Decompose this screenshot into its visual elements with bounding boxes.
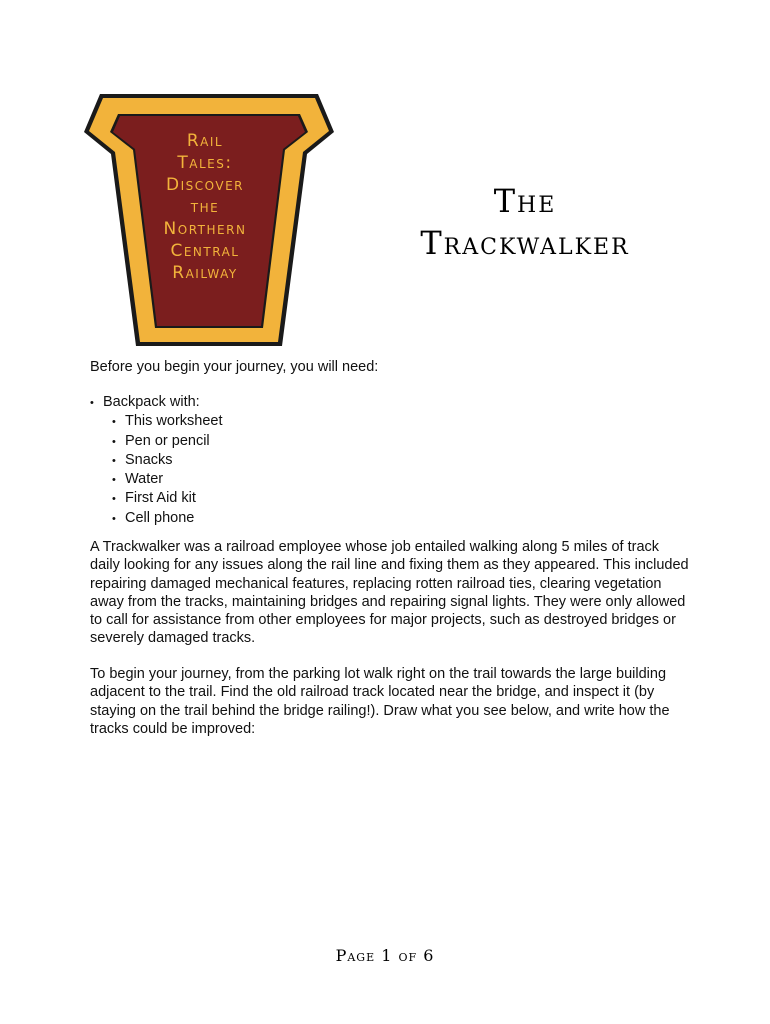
keystone-line: Central (170, 241, 240, 261)
list-item (90, 393, 490, 528)
title-line-2: Trackwalker (420, 224, 630, 262)
list-item (112, 509, 490, 528)
intro-text: Before you begin your journey, you will need: (90, 359, 379, 375)
list-item-label: Snacks (125, 451, 173, 468)
trackwalker-description: A Trackwalker was a railroad employee whose job entailed walking along 5 miles of track daily looking for any issues along the rail line and fixing them as they appeared. This included repairing damaged mechanical features, replacing rotten railroad ties, clearing vegetation away from the tracks, maintaining bridges and repairing signal lights. They were only allowed to call for assistance from other employees for major projects, such as destroyed bridges or severely damaged tracks. (90, 539, 689, 647)
supplies-list (90, 393, 490, 528)
backpack-items (90, 412, 490, 528)
list-item (112, 470, 490, 489)
keystone-line: Tales: (177, 153, 233, 173)
list-item (112, 412, 490, 431)
list-item-label: Cell phone (125, 509, 195, 526)
bullet-icon: • (112, 474, 116, 487)
list-item-label: Pen or pencil (125, 432, 210, 449)
list-item (112, 432, 490, 451)
bullet-icon: • (112, 512, 116, 525)
keystone-line: Railway (172, 263, 238, 283)
keystone-text (120, 130, 290, 284)
keystone-line: the (190, 197, 220, 217)
title-line-1: The (493, 182, 557, 220)
page-title (370, 180, 680, 264)
bullet-icon: • (90, 397, 94, 409)
page-number: Page 1 of 6 (335, 946, 435, 965)
list-item-label: Water (125, 471, 164, 488)
keystone-line: Rail (186, 131, 224, 151)
supplies-label: Backpack with: (103, 394, 200, 410)
instructions-paragraph: To begin your journey, from the parking lot walk right on the trail towards the large building adjacent to the trail. Find the old railroad track located near the bridge, and inspect it (by staying on the trail behind the bridge railing!). Draw what you see below, and write how the tracks could be improved: (90, 666, 670, 737)
list-item (112, 489, 490, 508)
list-item-label: This worksheet (125, 413, 223, 430)
list-item (112, 451, 490, 470)
keystone-line: Discover (166, 175, 244, 195)
bullet-icon: • (112, 493, 116, 506)
list-item-label: First Aid kit (125, 490, 196, 507)
bullet-icon: • (112, 454, 116, 467)
bullet-icon: • (112, 435, 116, 448)
keystone-line: Northern (163, 219, 247, 239)
bullet-icon: • (112, 416, 116, 429)
